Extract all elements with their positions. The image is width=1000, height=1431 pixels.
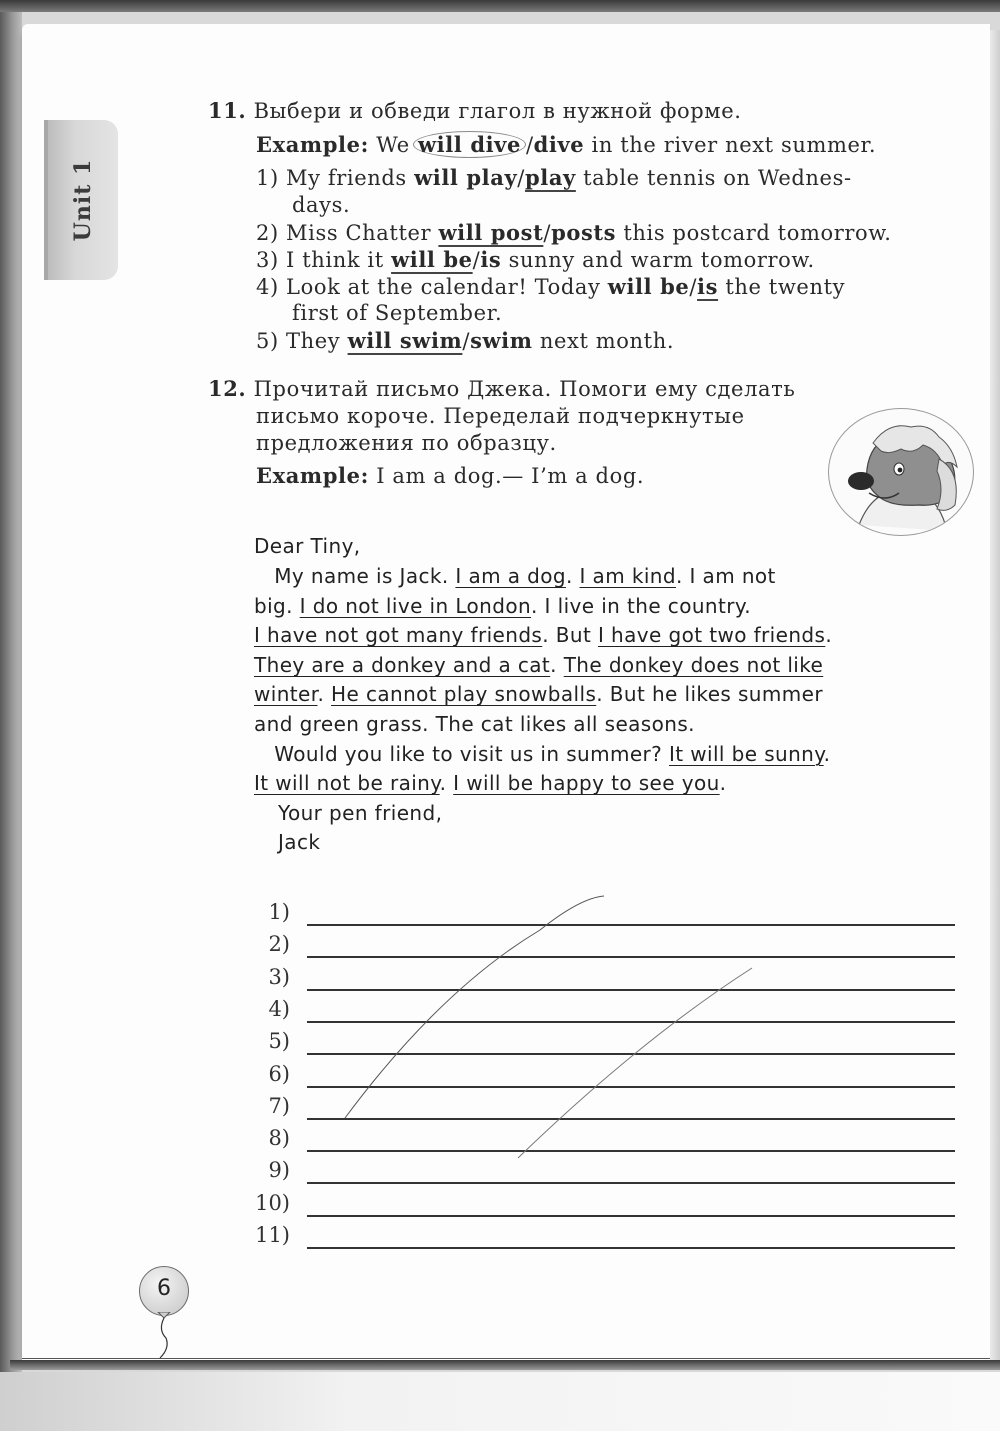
option-b[interactable]: swim: [470, 328, 533, 353]
option-a-marked[interactable]: will post: [438, 220, 544, 245]
pencil-stroke: [518, 968, 752, 1158]
letter-text: .: [439, 771, 454, 796]
item-text-end: table tennis on Wednes-: [583, 166, 852, 190]
item-number: 5): [256, 329, 279, 353]
underlined-sentence: winter: [254, 682, 318, 707]
letter-text: .: [317, 682, 332, 707]
exercise-11-item: 1) My friends will play/play table tennis on Wednes-: [256, 165, 852, 190]
answer-number: 5): [268, 1029, 290, 1054]
pencil-stroke: [345, 896, 604, 1118]
letter-text: . But he likes summer: [596, 682, 823, 707]
option-a-marked[interactable]: will swim: [347, 328, 463, 353]
exercise-instruction-line: письмо короче. Переделай подчеркнутые: [256, 404, 745, 428]
item-text: They: [286, 329, 341, 353]
option-a[interactable]: will be: [607, 274, 690, 299]
option-b-marked[interactable]: play: [524, 165, 576, 190]
option-separator: /: [525, 133, 534, 157]
answer-number: 11): [255, 1223, 290, 1247]
answer-number: 8): [268, 1126, 290, 1151]
answer-number: 3): [268, 964, 290, 989]
letter-signature: Jack: [278, 830, 321, 854]
letter-text: and green grass. The cat likes all seasons.: [254, 712, 695, 736]
item-text: Look at the calendar! Today: [286, 275, 601, 299]
exercise-number: 11.: [208, 98, 247, 123]
underlined-sentence: I do not live in London: [299, 593, 532, 618]
exercise-11-item: 5) They will swim/swim next month.: [256, 328, 675, 353]
option-b-marked[interactable]: is: [697, 274, 719, 299]
underlined-sentence: He cannot play snowballs: [331, 682, 597, 707]
exercise-11-item: 4) Look at the calendar! Today will be/is the twenty: [256, 274, 846, 299]
letter-text: My name is Jack.: [254, 564, 456, 588]
answer-number: 7): [268, 1093, 290, 1118]
answer-number: 2): [268, 932, 290, 957]
item-text: My friends: [286, 166, 407, 190]
example-text: I am a dog.— I’m a dog.: [376, 464, 645, 488]
item-text: Miss Chatter: [286, 221, 432, 245]
underlined-sentence: It will not be rainy: [254, 771, 440, 796]
item-text-end: sunny and warm tomorrow.: [508, 248, 815, 272]
underlined-sentence: I have not got many friends: [254, 623, 543, 648]
underlined-sentence: I am kind: [579, 564, 676, 588]
letter-text: . I live in the country.: [531, 593, 751, 618]
balloon-string-icon: [150, 1312, 180, 1360]
letter-text: . I am not: [675, 564, 776, 588]
exercise-11-item-cont: first of September.: [292, 301, 503, 325]
example-label: Example:: [256, 463, 369, 488]
option-a-marked[interactable]: will be: [391, 247, 473, 272]
exercise-11-item: 2) Miss Chatter will post/posts this postcard tomorrow.: [256, 220, 892, 245]
underlined-sentence: I am a dog: [455, 564, 566, 588]
option-b[interactable]: is: [480, 247, 502, 272]
item-number: 2): [256, 221, 279, 245]
item-text: I think it: [286, 248, 384, 272]
example-text-end: in the river next summer.: [591, 133, 877, 157]
underlined-sentence: It will be sunny: [668, 741, 824, 766]
underlined-sentence: I will be happy to see you: [453, 771, 720, 796]
item-text-end: this postcard tomorrow.: [623, 221, 892, 245]
item-text-end: next month.: [539, 329, 675, 353]
underlined-sentence: They are a donkey and a cat: [254, 652, 551, 677]
letter-text: .: [565, 564, 580, 588]
item-text-end: the twenty: [725, 275, 846, 299]
exercise-instruction: Выбери и обведи глагол в нужной форме.: [253, 99, 742, 123]
exercise-11-item: 3) I think it will be/is sunny and warm tomorrow.: [256, 247, 815, 272]
option-b[interactable]: dive: [533, 132, 585, 157]
answer-number: 1): [268, 900, 290, 924]
example-text: We: [376, 133, 410, 157]
circled-option[interactable]: will dive: [413, 131, 526, 158]
example-label: Example:: [256, 132, 369, 157]
exercise-11-item-cont: days.: [292, 193, 351, 217]
letter-text: big.: [254, 593, 300, 618]
answer-number: 6): [268, 1061, 290, 1086]
unit-tab-label: Unit 1: [70, 158, 96, 242]
option-a[interactable]: will play: [414, 165, 518, 190]
answer-number: 10): [255, 1190, 290, 1215]
letter-text: . But: [542, 623, 598, 648]
page-baseline-rule: [22, 1358, 990, 1359]
answer-number: 9): [268, 1158, 290, 1183]
item-number: 4): [256, 275, 279, 299]
exercise-instruction-line: предложения по образцу.: [256, 431, 557, 455]
option-b[interactable]: posts: [551, 220, 617, 245]
letter-text: .: [550, 652, 564, 677]
page-number: 6: [157, 1276, 171, 1301]
underlined-sentence: I have got two friends: [597, 623, 826, 648]
letter-text: .: [825, 623, 833, 648]
letter-text: .: [823, 741, 831, 766]
item-number: 3): [256, 248, 279, 272]
letter-greeting: Dear Tiny,: [254, 534, 361, 558]
letter-text: .: [719, 771, 727, 796]
underlined-sentence: The donkey does not like: [563, 652, 824, 677]
answer-number: 4): [268, 996, 290, 1021]
exercise-instruction-line: Прочитай письмо Джека. Помоги ему сделать: [253, 377, 796, 401]
letter-closing: Your pen friend,: [278, 801, 443, 825]
letter-text: Would you like to visit us in summer?: [254, 741, 669, 766]
page-number-balloon: [139, 1266, 189, 1316]
exercise-number: 12.: [208, 376, 247, 401]
item-number: 1): [256, 166, 279, 190]
